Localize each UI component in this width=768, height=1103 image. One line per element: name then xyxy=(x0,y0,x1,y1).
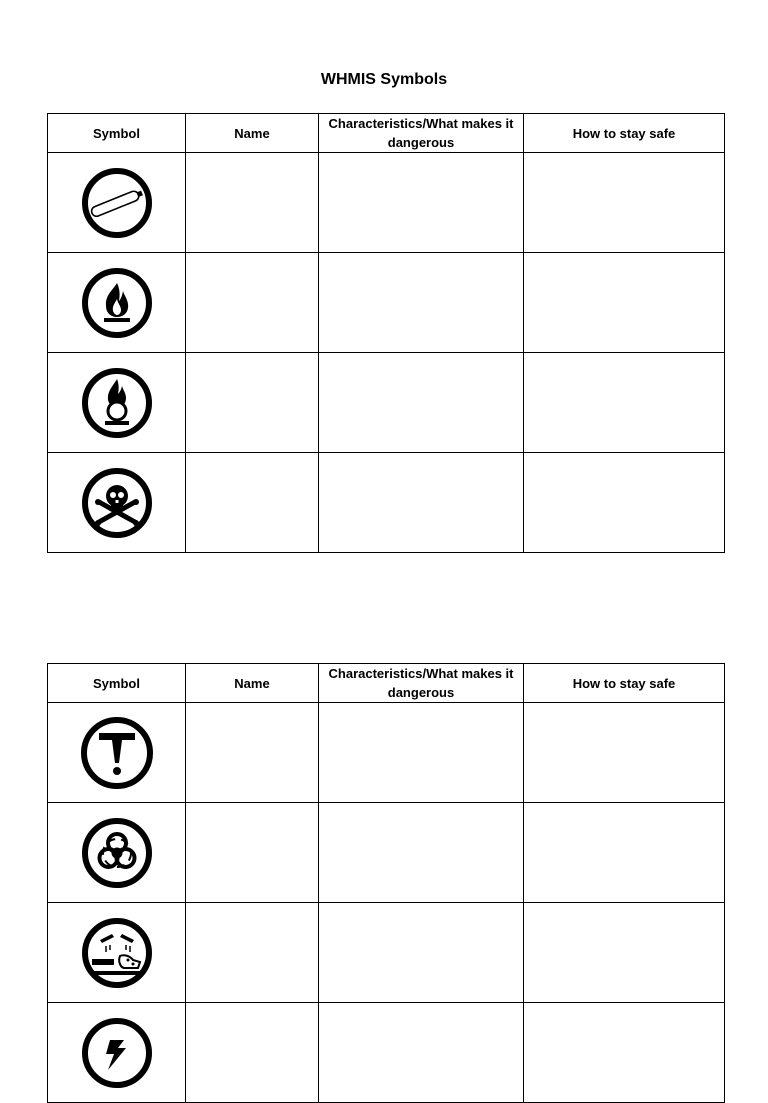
name-cell[interactable] xyxy=(186,353,319,453)
table-row xyxy=(48,153,725,253)
col-header-name: Name xyxy=(186,114,319,153)
col-header-characteristics: Characteristics/What makes it dangerous xyxy=(319,664,524,703)
toxic-exclamation-icon xyxy=(79,715,155,791)
name-cell[interactable] xyxy=(186,703,319,803)
col-header-safety: How to stay safe xyxy=(524,114,725,153)
oxidizing-icon xyxy=(80,366,154,440)
safety-cell[interactable] xyxy=(524,153,725,253)
characteristics-cell[interactable] xyxy=(319,253,524,353)
col-header-symbol: Symbol xyxy=(48,114,186,153)
symbol-cell xyxy=(48,703,186,803)
table-row xyxy=(48,353,725,453)
symbol-cell xyxy=(48,453,186,553)
col-header-name: Name xyxy=(186,664,319,703)
characteristics-cell[interactable] xyxy=(319,453,524,553)
symbol-cell xyxy=(48,253,186,353)
flammable-icon xyxy=(80,266,154,340)
name-cell[interactable] xyxy=(186,153,319,253)
symbol-cell xyxy=(48,1003,186,1103)
page-title: WHMIS Symbols xyxy=(320,71,448,88)
table-row xyxy=(48,1003,725,1103)
characteristics-cell[interactable] xyxy=(319,803,524,903)
characteristics-cell[interactable] xyxy=(319,703,524,803)
table-header-row xyxy=(48,114,725,153)
name-cell[interactable] xyxy=(186,453,319,553)
safety-cell[interactable] xyxy=(524,703,725,803)
symbol-cell xyxy=(48,353,186,453)
name-cell[interactable] xyxy=(186,1003,319,1103)
symbol-cell xyxy=(48,803,186,903)
symbol-cell xyxy=(48,153,186,253)
table-row xyxy=(48,453,725,553)
poisonous-skull-icon xyxy=(80,466,154,540)
biohazard-icon xyxy=(80,816,154,890)
name-cell[interactable] xyxy=(186,903,319,1003)
table-row xyxy=(48,903,725,1003)
col-header-symbol: Symbol xyxy=(48,664,186,703)
whmis-table-2 xyxy=(47,663,725,1103)
compressed-gas-icon xyxy=(80,166,154,240)
characteristics-cell[interactable] xyxy=(319,903,524,1003)
characteristics-cell[interactable] xyxy=(319,353,524,453)
safety-cell[interactable] xyxy=(524,353,725,453)
dangerously-reactive-icon xyxy=(80,1016,154,1090)
safety-cell[interactable] xyxy=(524,1003,725,1103)
col-header-characteristics: Characteristics/What makes it dangerous xyxy=(319,114,524,153)
characteristics-cell[interactable] xyxy=(319,153,524,253)
corrosive-icon xyxy=(80,916,154,990)
whmis-table-1 xyxy=(47,113,725,553)
table-row xyxy=(48,253,725,353)
name-cell[interactable] xyxy=(186,253,319,353)
table-row xyxy=(48,803,725,903)
safety-cell[interactable] xyxy=(524,903,725,1003)
safety-cell[interactable] xyxy=(524,803,725,903)
col-header-safety: How to stay safe xyxy=(524,664,725,703)
symbol-cell xyxy=(48,903,186,1003)
table-header-row xyxy=(48,664,725,703)
safety-cell[interactable] xyxy=(524,453,725,553)
table-row xyxy=(48,703,725,803)
characteristics-cell[interactable] xyxy=(319,1003,524,1103)
name-cell[interactable] xyxy=(186,803,319,903)
safety-cell[interactable] xyxy=(524,253,725,353)
